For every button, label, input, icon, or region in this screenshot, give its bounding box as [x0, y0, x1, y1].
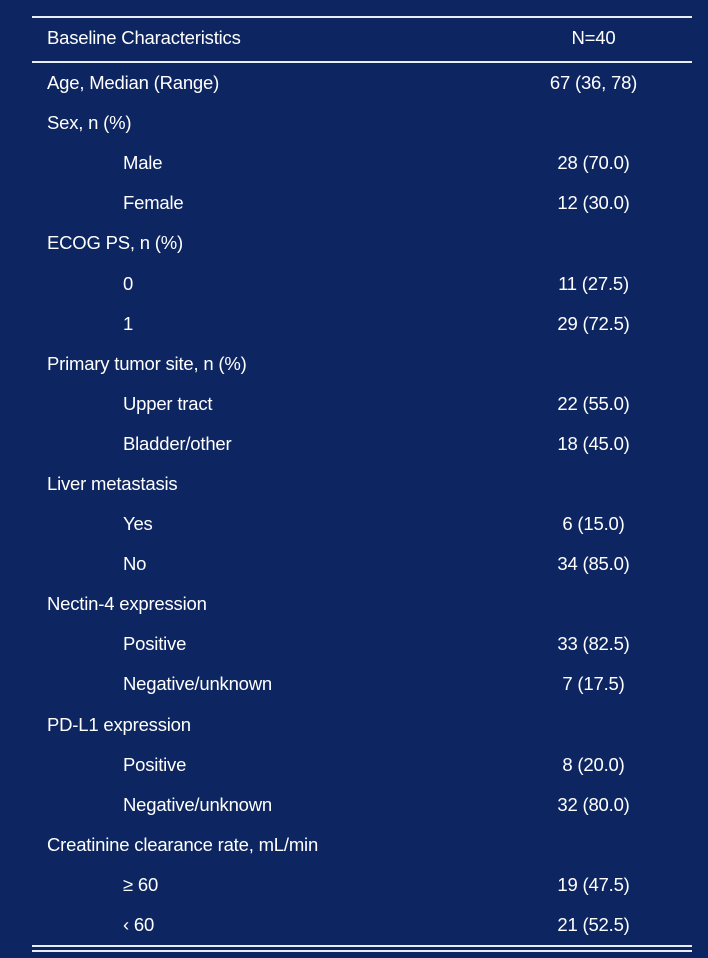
- row-sublabel: Positive: [123, 753, 187, 775]
- table-row: [32, 63, 692, 103]
- row-sublabel: Negative/unknown: [123, 793, 273, 815]
- row-sublabel: Female: [123, 192, 184, 214]
- table-row: [32, 103, 692, 143]
- row-label: Nectin-4 expression: [47, 593, 207, 615]
- row-label: Sex, n (%): [47, 112, 132, 134]
- table-row: [32, 304, 692, 344]
- row-sublabel: 0: [123, 272, 134, 294]
- table-row: [32, 705, 692, 745]
- row-label: Liver metastasis: [47, 472, 178, 494]
- row-sublabel: Bladder/other: [123, 432, 232, 454]
- header-value: N=40: [571, 27, 616, 48]
- row-sublabel: Male: [123, 152, 163, 174]
- table-row: [32, 263, 692, 303]
- row-value: 8 (20.0): [562, 753, 625, 775]
- row-value: 19 (47.5): [557, 873, 630, 895]
- table-row: [32, 384, 692, 424]
- row-sublabel: ≥ 60: [123, 873, 159, 895]
- table-row: [32, 745, 692, 785]
- row-value: 34 (85.0): [557, 553, 630, 575]
- table-row: [32, 664, 692, 704]
- row-sublabel: Positive: [123, 633, 187, 655]
- table-row: [32, 825, 692, 865]
- table-row: [32, 504, 692, 544]
- row-sublabel: Negative/unknown: [123, 673, 273, 695]
- row-value: 29 (72.5): [557, 312, 630, 334]
- row-value: 21 (52.5): [557, 914, 630, 936]
- row-label: Creatinine clearance rate, mL/min: [47, 833, 319, 855]
- row-value: 32 (80.0): [557, 793, 630, 815]
- row-label: PD-L1 expression: [47, 713, 191, 735]
- row-value: 33 (82.5): [557, 633, 630, 655]
- row-sublabel: ‹ 60: [123, 914, 155, 936]
- bottom-rule: [32, 945, 692, 947]
- row-sublabel: No: [123, 553, 147, 575]
- table-row: [32, 905, 692, 945]
- row-value: 6 (15.0): [562, 513, 625, 535]
- table-row: [32, 584, 692, 624]
- table-body: [32, 63, 692, 945]
- row-label: ECOG PS, n (%): [47, 232, 183, 254]
- row-value: 22 (55.0): [557, 392, 630, 414]
- row-label: Age, Median (Range): [47, 72, 220, 94]
- row-sublabel: 1: [123, 312, 134, 334]
- table-row: [32, 424, 692, 464]
- table-row: [32, 464, 692, 504]
- row-value: 67 (36, 78): [549, 72, 638, 94]
- row-sublabel: Upper tract: [123, 392, 213, 414]
- table-row: [32, 544, 692, 584]
- table-row: [32, 223, 692, 263]
- table-row: [32, 183, 692, 223]
- row-value: 28 (70.0): [557, 152, 630, 174]
- table-header-row: [32, 18, 692, 58]
- baseline-characteristics-table: [32, 16, 692, 952]
- header-label: Baseline Characteristics: [47, 27, 241, 48]
- table-row: [32, 865, 692, 905]
- table-row: [32, 785, 692, 825]
- row-value: 18 (45.0): [557, 432, 630, 454]
- row-sublabel: Yes: [123, 513, 153, 535]
- table-row: [32, 344, 692, 384]
- row-value: 12 (30.0): [557, 192, 630, 214]
- row-value: 7 (17.5): [562, 673, 625, 695]
- bottom-rule-second: [32, 950, 692, 952]
- table-row: [32, 143, 692, 183]
- table-row: [32, 624, 692, 664]
- row-value: 11 (27.5): [558, 272, 629, 294]
- row-label: Primary tumor site, n (%): [47, 352, 247, 374]
